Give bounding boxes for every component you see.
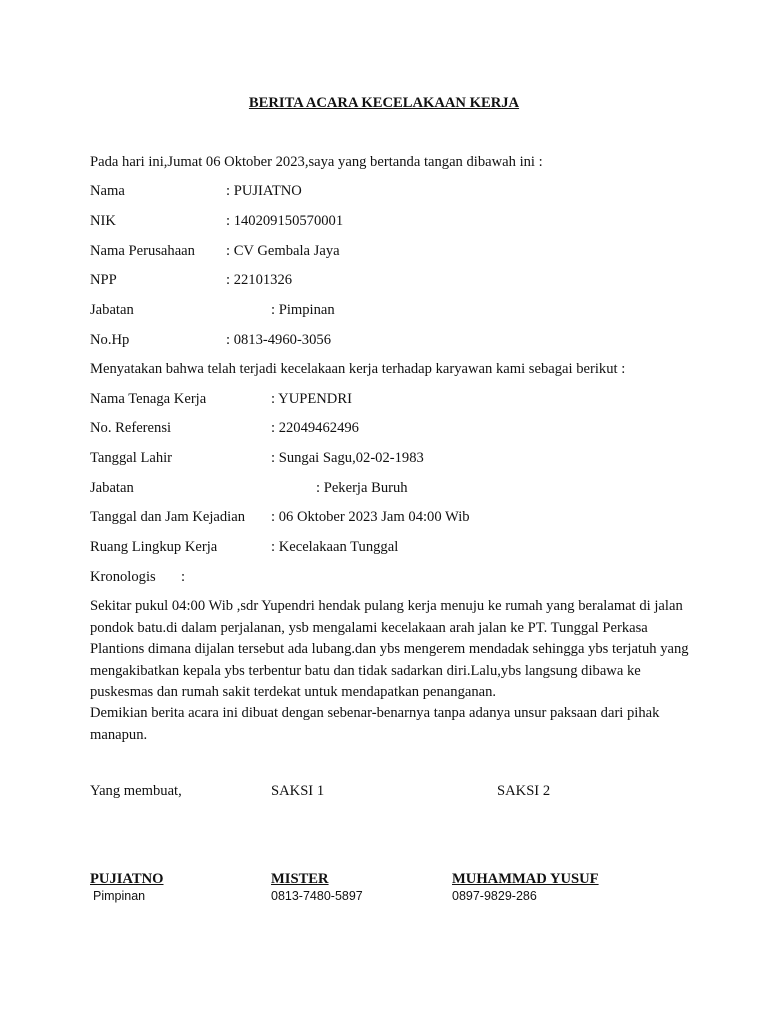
signature-role-witness-1: SAKSI 1 (271, 783, 325, 799)
reporter-position-label: Jabatan (90, 302, 134, 318)
reporter-name-value: : PUJIATNO (226, 183, 302, 199)
signature-sub-maker: Pimpinan (93, 889, 146, 903)
reporter-npp-value: : 22101326 (226, 272, 293, 288)
reporter-nik-value: : 140209150570001 (226, 213, 344, 229)
reporter-company-label: Nama Perusahaan (90, 243, 195, 259)
closing-paragraph: Demikian berita acara ini dibuat dengan sebenar-benarnya tanpa adanya unsur paksaan dari pihak manapun. (90, 705, 660, 743)
signature-sub-witness-2: 0897-9829-286 (452, 889, 537, 903)
intro-text: Pada hari ini,Jumat 06 Oktober 2023,saya yang bertanda tangan dibawah ini : (90, 154, 543, 170)
reporter-npp-label: NPP (90, 272, 117, 288)
worker-reference-value: : 22049462496 (271, 420, 359, 436)
kronologis-colon: : (181, 569, 186, 585)
signature-name-witness-2: MUHAMMAD YUSUF (452, 871, 599, 887)
signature-name-maker: PUJIATNO (90, 871, 164, 887)
kronologis-label: Kronologis (90, 569, 156, 585)
worker-position-label: Jabatan (90, 480, 134, 496)
reporter-company-value: : CV Gembala Jaya (226, 243, 340, 259)
worker-datetime-value: : 06 Oktober 2023 Jam 04:00 Wib (271, 509, 470, 525)
signature-role-witness-2: SAKSI 2 (497, 783, 551, 799)
narrative-paragraph: Sekitar pukul 04:00 Wib ,sdr Yupendri hendak pulang kerja menuju ke rumah yang beralamat di jalan pondok batu.di dalam perjalanan, ysb mengalami kecelakaan arah jalan ke PT. Tunggal Perkasa Plantions dimana dijalan tersebut ada lubang.dan ybs mengerem mendadak sehingga ybs terjatuh yang mengakibatkan kepala ybs terbentur batu dan tidak sadarkan diri.Lalu,ybs langsung dibawa ke puskesmas dan rumah sakit terdekat untuk mendapatkan penanganan. (90, 598, 689, 700)
signature-role-maker: Yang membuat, (90, 783, 182, 799)
reporter-phone-label: No.Hp (90, 332, 130, 348)
reporter-position-value: : Pimpinan (271, 302, 335, 318)
statement-text: Menyatakan bahwa telah terjadi kecelakaan kerja terhadap karyawan kami sebagai berikut : (90, 361, 626, 377)
document-title: BERITA ACARA KECELAKAAN KERJA (248, 95, 520, 111)
worker-name-value: : YUPENDRI (271, 391, 352, 407)
worker-scope-value: : Kecelakaan Tunggal (271, 539, 399, 555)
worker-reference-label: No. Referensi (90, 420, 172, 436)
worker-birth-value: : Sungai Sagu,02-02-1983 (271, 450, 424, 466)
signature-name-witness-1: MISTER (271, 871, 329, 887)
worker-name-label: Nama Tenaga Kerja (90, 391, 207, 407)
worker-datetime-label: Tanggal dan Jam Kejadian (90, 509, 245, 525)
worker-birth-label: Tanggal Lahir (90, 450, 173, 466)
reporter-phone-value: : 0813-4960-3056 (226, 332, 331, 348)
worker-scope-label: Ruang Lingkup Kerja (90, 539, 218, 555)
signature-sub-witness-1: 0813-7480-5897 (271, 889, 363, 903)
reporter-nik-label: NIK (90, 213, 116, 229)
worker-position-value: : Pekerja Buruh (316, 480, 408, 496)
reporter-name-label: Nama (90, 183, 125, 199)
